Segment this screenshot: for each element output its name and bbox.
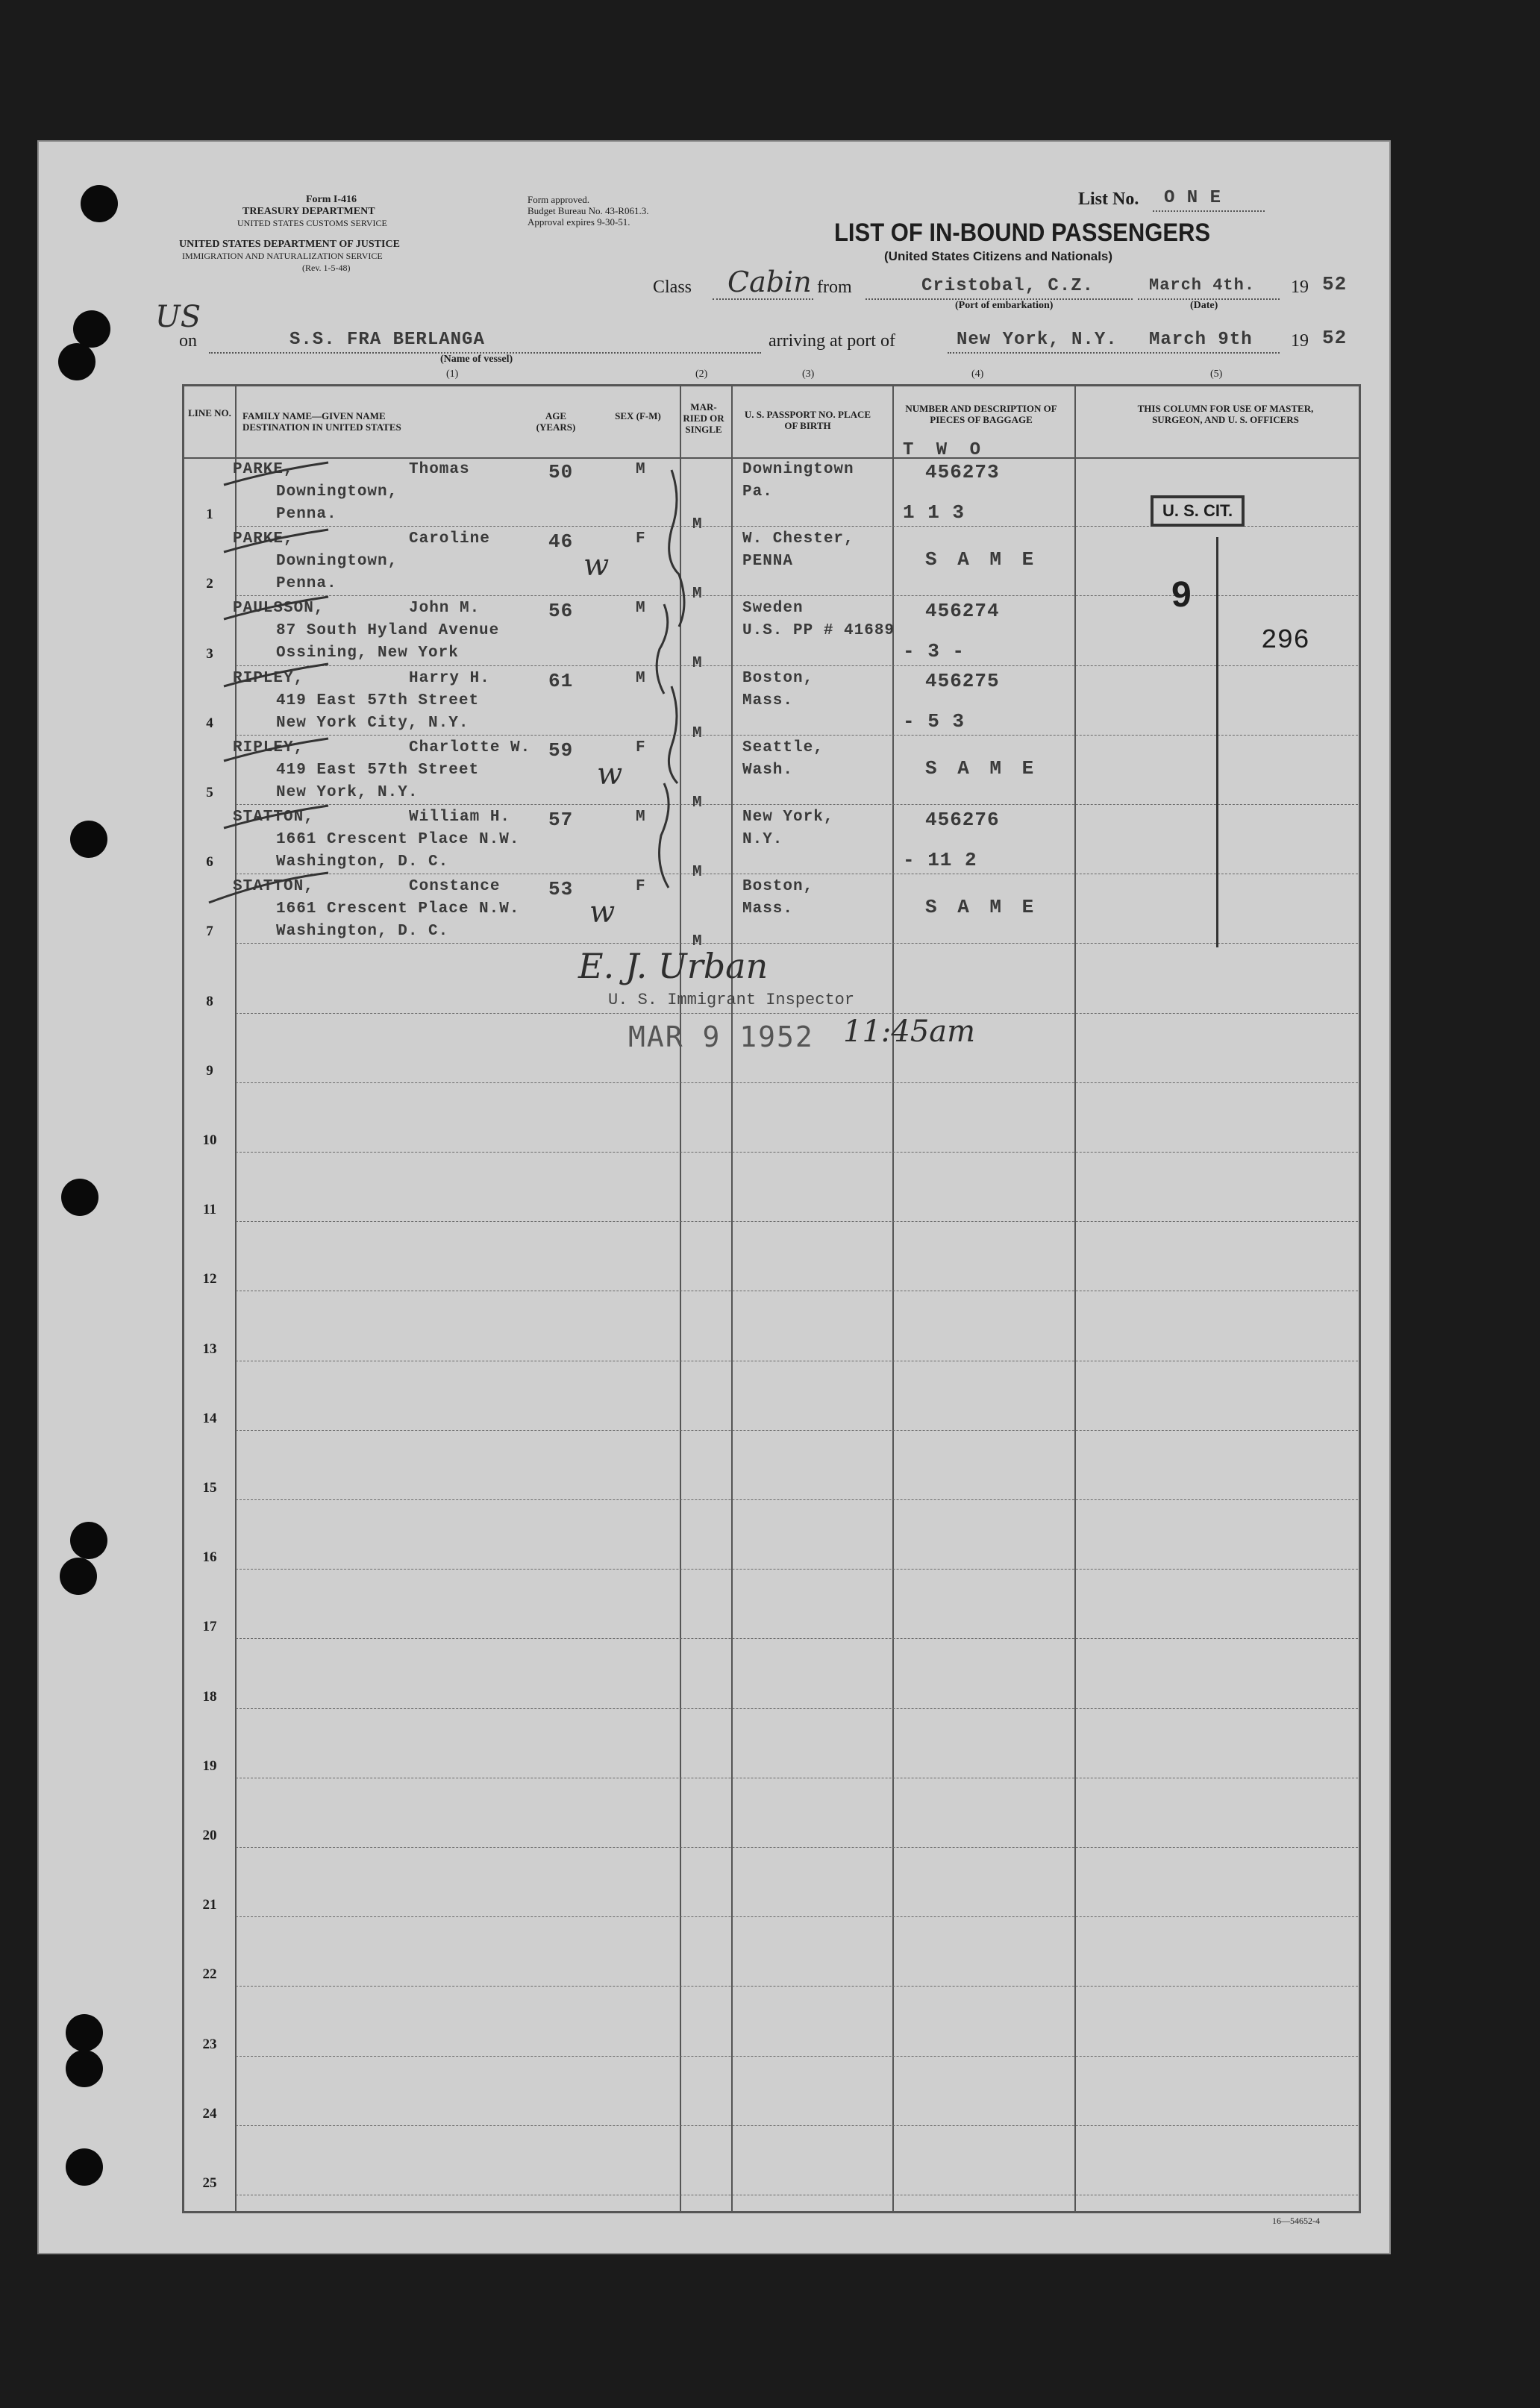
row-line [236, 2125, 1358, 2126]
passenger-birthplace-2: Mass. [742, 692, 794, 709]
page-subtitle: (United States Citizens and Nationals) [884, 249, 1113, 263]
line-number: 14 [202, 1410, 217, 1426]
arrival-port: New York, N.Y. [957, 330, 1118, 350]
arrival-port-line [948, 352, 1280, 354]
passenger-sex: M [636, 600, 646, 618]
line-number: 3 [206, 645, 213, 662]
row-line [236, 1708, 1358, 1709]
punch-hole [61, 1179, 98, 1216]
passenger-birthplace-1: New York, [742, 809, 834, 826]
line-number: 19 [202, 1758, 217, 1774]
passenger-family-name: STATTON, [233, 878, 314, 896]
passenger-address-1: Downingtown, [276, 483, 398, 501]
form-revision: (Rev. 1-5-48) [302, 263, 351, 273]
officer-number: 296 [1261, 625, 1309, 656]
passenger-address-1: 419 East 57th Street [276, 692, 480, 709]
passenger-address-1: 1661 Crescent Place N.W. [276, 900, 520, 918]
passenger-given-name: Caroline [409, 530, 490, 548]
col-num-1: (1) [446, 369, 459, 380]
line-number: 18 [202, 1688, 217, 1705]
col-num-5: (5) [1210, 369, 1223, 380]
passenger-given-name: John M. [409, 600, 481, 618]
punch-hole [60, 1558, 97, 1595]
passenger-sex: M [636, 809, 646, 826]
dept-treasury: TREASURY DEPARTMENT [242, 206, 375, 217]
line-number: 5 [206, 785, 213, 800]
passenger-given-name: William H. [409, 809, 511, 826]
passenger-baggage-2: 1 1 3 [903, 501, 965, 524]
passenger-address-2: New York City, N.Y. [276, 714, 469, 732]
row-line [236, 2056, 1358, 2057]
arrival-year-prefix: 19 [1291, 331, 1309, 351]
passenger-birthplace-2: Mass. [742, 900, 794, 918]
row-line [236, 1430, 1358, 1431]
passenger-sex: F [636, 878, 646, 896]
line-number: 12 [202, 1271, 217, 1288]
class-value: Cabin [727, 266, 812, 298]
officer-count: 9 [1171, 575, 1192, 615]
row-line [236, 1499, 1358, 1500]
form-number: Form I-416 [306, 194, 357, 205]
passenger-birthplace-1: Boston, [742, 878, 814, 896]
from-date: March 4th. [1149, 276, 1256, 295]
date-stamp: MAR 9 1952 [628, 1020, 814, 1053]
passenger-baggage-1: S A M E [925, 756, 1039, 780]
passenger-address-1: 1661 Crescent Place N.W. [276, 831, 520, 848]
passenger-birthplace-2: PENNA [742, 553, 794, 571]
line-number: 7 [206, 924, 213, 940]
arrival-year-suffix: 52 [1322, 327, 1348, 349]
inspector-signature: E. J. Urban [578, 946, 769, 986]
passenger-marital-status: M [692, 655, 703, 673]
line-number: 4 [206, 715, 213, 731]
on-label: on [179, 331, 197, 351]
row-line [236, 1986, 1358, 1987]
passenger-baggage-1: 456273 [925, 461, 1000, 483]
list-no-label: List No. [1078, 189, 1139, 209]
handwritten-w: w [589, 895, 616, 929]
list-no-line [1153, 210, 1265, 212]
line-number: 24 [202, 2105, 217, 2122]
row-line [236, 1082, 1358, 1083]
line-number: 22 [202, 1966, 217, 1983]
line-number: 8 [206, 993, 213, 1009]
budget-bureau: Budget Bureau No. 43-R061.3. [528, 205, 649, 216]
vessel-name: S.S. FRA BERLANGA [289, 330, 485, 350]
line-number: 2 [206, 576, 213, 592]
passenger-given-name: Thomas [409, 461, 470, 478]
passenger-marital-status: M [692, 933, 703, 951]
inspector-title: U. S. Immigrant Inspector [608, 991, 855, 1009]
passenger-family-name: PAULSSON, [233, 600, 325, 618]
passenger-sex: F [636, 530, 646, 548]
passenger-baggage-2: - 11 2 [903, 849, 977, 871]
punch-hole [81, 185, 118, 222]
row-line [236, 1847, 1358, 1848]
us-handwritten: US [155, 300, 201, 334]
line-number: 16 [202, 1549, 217, 1566]
passenger-birthplace-2: Wash. [742, 761, 794, 779]
row-line [236, 943, 1358, 944]
list-no-value: O N E [1164, 188, 1222, 208]
us-cit-stamp: U. S. CIT. [1151, 495, 1245, 527]
punch-hole [70, 1522, 107, 1559]
passenger-address-2: New York, N.Y. [276, 783, 419, 801]
passenger-baggage-2: - 3 - [903, 640, 965, 663]
passenger-family-name: STATTON, [233, 809, 314, 826]
passenger-baggage-1: 456275 [925, 669, 1000, 692]
vessel-note: (Name of vessel) [440, 354, 513, 365]
passenger-age: 56 [548, 600, 574, 623]
baggage-header-hand: T W O [903, 440, 987, 460]
row-line [236, 1221, 1358, 1222]
line-number: 9 [206, 1062, 213, 1079]
year-suffix: 52 [1322, 273, 1348, 295]
page-title: LIST OF IN-BOUND PASSENGERS [834, 218, 1211, 247]
handwritten-brackets [179, 448, 701, 940]
col-header-name: FAMILY NAME—GIVEN NAME DESTINATION IN UNITED STATES [242, 410, 401, 433]
line-number: 25 [202, 2175, 217, 2191]
passenger-birthplace-2: N.Y. [742, 831, 783, 848]
line-number: 15 [202, 1480, 217, 1496]
passenger-birthplace-2: U.S. PP # 41689 [742, 622, 895, 640]
passenger-sex: F [636, 739, 646, 756]
date-note: (Date) [1190, 300, 1218, 311]
col-header-married: MAR-RIED OR SINGLE [683, 401, 724, 435]
line-number: 11 [203, 1202, 216, 1218]
class-line [713, 298, 813, 300]
col-num-4: (4) [971, 369, 984, 380]
passenger-baggage-1: S A M E [925, 896, 1039, 919]
passenger-marital-status: M [692, 724, 703, 742]
punch-hole [58, 343, 96, 380]
footer-code: 16—54652-4 [1272, 2216, 1320, 2226]
passenger-address-1: 87 South Hyland Avenue [276, 622, 500, 640]
passenger-address-2: Washington, D. C. [276, 853, 449, 871]
line-number: 17 [202, 1619, 217, 1635]
line-number: 10 [202, 1132, 217, 1148]
punch-hole [66, 2148, 103, 2186]
dept-customs: UNITED STATES CUSTOMS SERVICE [237, 218, 387, 228]
passenger-baggage-2: - 5 3 [903, 709, 965, 733]
handwritten-w: w [583, 548, 610, 583]
col-header-baggage: NUMBER AND DESCRIPTION OF PIECES OF BAGGAGE [905, 403, 1057, 425]
class-label: Class [653, 278, 692, 297]
passenger-address-2: Ossining, New York [276, 645, 459, 662]
passenger-baggage-1: 456276 [925, 809, 1000, 831]
line-number: 21 [202, 1897, 217, 1913]
line-number: 1 [206, 507, 213, 523]
line-number: 20 [202, 1828, 217, 1843]
passenger-birthplace-1: Sweden [742, 600, 804, 618]
line-number: 23 [202, 2036, 217, 2052]
passenger-sex: M [636, 461, 646, 478]
passenger-baggage-1: 456274 [925, 600, 1000, 623]
port-embark-note: (Port of embarkation) [955, 300, 1054, 311]
passenger-birthplace-2: Pa. [742, 483, 773, 501]
from-label: from [817, 278, 852, 297]
line-number: 6 [206, 854, 213, 871]
passenger-age: 61 [548, 669, 574, 692]
passenger-family-name: RIPLEY, [233, 669, 304, 687]
arrival-time: 11:45am [843, 1015, 976, 1049]
passenger-birthplace-1: W. Chester, [742, 530, 854, 548]
passenger-address-1: 419 East 57th Street [276, 761, 480, 779]
passenger-birthplace-1: Seattle, [742, 739, 824, 756]
col-header-age: AGE (YEARS) [536, 410, 576, 433]
form-approved: Form approved. [528, 194, 590, 205]
passenger-address-2: Washington, D. C. [276, 923, 449, 941]
passenger-address-1: Downingtown, [276, 553, 398, 571]
punch-hole [66, 2050, 103, 2087]
col-header-line-no: LINE NO. [188, 407, 231, 418]
passenger-marital-status: M [692, 516, 703, 533]
passenger-age: 53 [548, 878, 574, 901]
passenger-given-name: Charlotte W. [409, 739, 531, 756]
officer-line [1216, 537, 1218, 947]
row-line [236, 1569, 1358, 1570]
dept-justice: UNITED STATES DEPARTMENT OF JUSTICE [179, 239, 400, 250]
punch-hole [73, 310, 110, 348]
passenger-marital-status: M [692, 586, 703, 603]
punch-hole [70, 821, 107, 858]
passenger-address-2: Penna. [276, 506, 337, 523]
dept-immigration: IMMIGRATION AND NATURALIZATION SERVICE [182, 251, 383, 261]
row-line [236, 1013, 1358, 1014]
passenger-age: 50 [548, 461, 574, 483]
passenger-given-name: Harry H. [409, 669, 490, 687]
passenger-family-name: PARKE, [233, 461, 294, 478]
passenger-baggage-1: S A M E [925, 548, 1039, 571]
arriving-label: arriving at port of [769, 331, 895, 351]
col-header-sex: SEX (F-M) [615, 410, 661, 421]
passenger-given-name: Constance [409, 878, 501, 896]
col-header-officers: THIS COLUMN FOR USE OF MASTER, SURGEON, AND U. S. OFFICERS [1137, 403, 1314, 425]
passenger-age: 59 [548, 739, 574, 762]
passenger-birthplace-1: Downingtown [742, 461, 854, 478]
passenger-age: 46 [548, 530, 574, 554]
passenger-address-2: Penna. [276, 575, 337, 593]
col-header-passport: U. S. PASSPORT NO. PLACE OF BIRTH [744, 409, 871, 431]
line-number: 13 [202, 1341, 217, 1357]
row-line [236, 1638, 1358, 1639]
row-line [236, 1916, 1358, 1917]
row-line [236, 1152, 1358, 1153]
passenger-sex: M [636, 669, 646, 687]
handwritten-w: w [597, 757, 623, 791]
passenger-marital-status: M [692, 864, 703, 881]
from-port: Cristobal, C.Z. [921, 276, 1095, 296]
passenger-birthplace-1: Boston, [742, 669, 814, 687]
punch-hole [66, 2014, 103, 2051]
passenger-age: 57 [548, 809, 574, 831]
approval-expiry: Approval expires 9-30-51. [528, 216, 630, 228]
passenger-family-name: PARKE, [233, 530, 294, 548]
passenger-marital-status: M [692, 794, 703, 812]
col-num-3: (3) [802, 369, 815, 380]
passenger-family-name: RIPLEY, [233, 739, 304, 756]
col-num-2: (2) [695, 369, 708, 380]
arrival-date: March 9th [1149, 330, 1253, 350]
year-prefix: 19 [1291, 278, 1309, 297]
